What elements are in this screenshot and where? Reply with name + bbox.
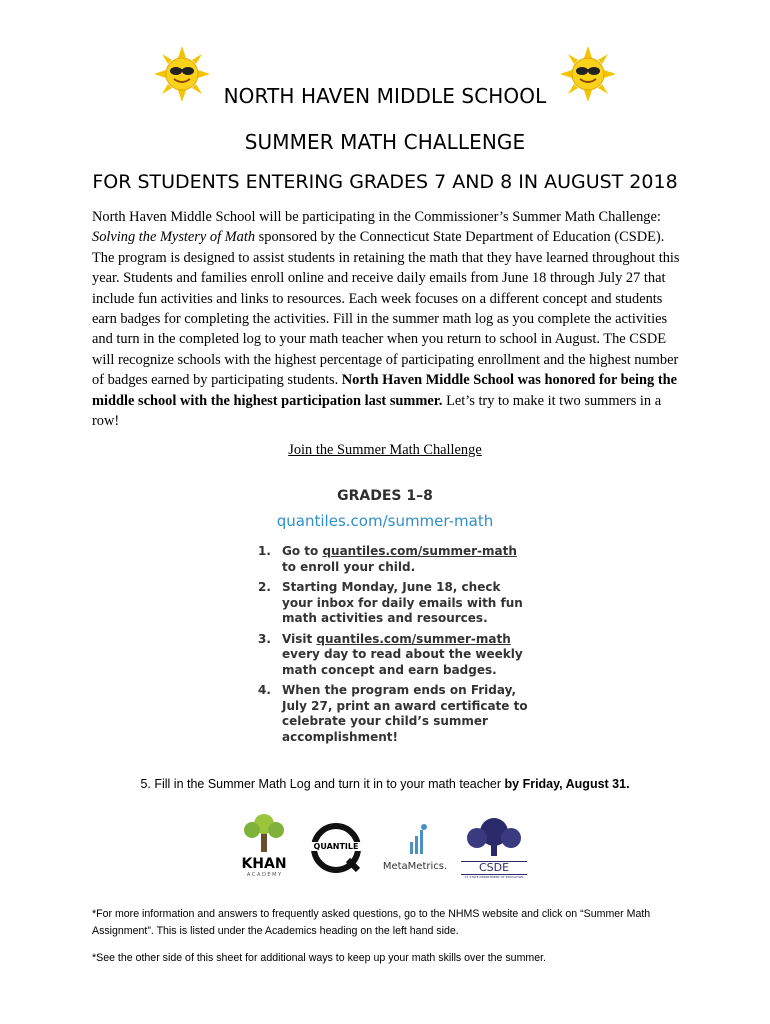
- step-link[interactable]: quantiles.com/summer-math: [316, 631, 511, 646]
- flyer-step: [258, 580, 528, 627]
- csde-wordmark: CSDE: [461, 861, 527, 875]
- step-number: 1.: [258, 544, 271, 558]
- step-text: Visit: [282, 631, 317, 646]
- flyer-steps: [258, 544, 528, 750]
- quantile-logo: [310, 822, 362, 874]
- join-challenge-link[interactable]: Join the Summer Math Challenge: [288, 442, 482, 458]
- program-name: Solving the Mystery of Math: [92, 229, 256, 246]
- metametrics-wordmark: MetaMetrics.: [382, 861, 448, 872]
- bar-graph-icon: [378, 822, 452, 856]
- flyer-step: [258, 544, 528, 575]
- intro-text-3: Let’s try to make it two summers in a row!: [92, 392, 662, 430]
- step-text: Go to: [282, 544, 323, 558]
- step-number: 2.: [258, 580, 271, 594]
- step-text: to enroll your child.: [282, 559, 416, 574]
- khan-academy-logo: [234, 812, 294, 878]
- intro-paragraph: [92, 207, 682, 431]
- step-text: Starting Monday, June 18, check your inbox for daily emails with fun math activities and resources.: [282, 580, 523, 625]
- csde-sub: CT STATE DEPARTMENT OF EDUCATION: [464, 875, 524, 879]
- step-five-deadline: by Friday, August 31.: [504, 777, 630, 791]
- step-number: 4.: [258, 683, 271, 697]
- metametrics-logo: [378, 822, 452, 872]
- step-five-instruction: [0, 777, 770, 791]
- subtitle-grades: FOR STUDENTS ENTERING GRADES 7 AND 8 IN AUGUST 2018: [92, 171, 678, 193]
- flyer-url[interactable]: quantiles.com/summer-math: [276, 512, 494, 530]
- footer-note-faq: *For more information and answers to frequently asked questions, go to the NHMS website and click on “Summer Math Assignment”. This is listed under the Academics heading on the left hand side.: [92, 908, 651, 937]
- flyer-step: [258, 683, 528, 745]
- tree-icon: [234, 812, 294, 852]
- quantile-wordmark: QUANTILE: [310, 842, 362, 851]
- step-text: When the program ends on Friday, July 27, print an award certificate to celebrate your child’s summer accomplishment!: [282, 683, 528, 744]
- intro-text-1: North Haven Middle School will be participating in the Commissioner’s Summer Math Challenge:: [92, 209, 661, 225]
- step-five-text: 5. Fill in the Summer Math Log and turn it in to your math teacher: [140, 777, 505, 791]
- khan-sub: A C A D E M Y: [246, 872, 282, 878]
- title-challenge: SUMMER MATH CHALLENGE: [244, 130, 526, 154]
- intro-text-2: sponsored by the Connecticut State Department of Education (CSDE). The program is designed to assist students in retaining the math that they have learned throughout this year. Students and families enroll online and receive daily emails from June 18 through July 27 that include fun activities and links to resources. Each week focuses on a different concept and students earn badges for completing the activities. Fill in the summer math log as you complete the activities and turn in the completed log to your math teacher when you return to school in August. The CSDE will recognize schools with the highest percentage of participating enrollment and the highest number of badges earned by participating students.: [92, 229, 680, 389]
- oak-tree-icon: [461, 816, 527, 856]
- step-text: every day to read about the weekly math concept and earn badges.: [282, 647, 523, 677]
- khan-wordmark: KHAN: [241, 856, 287, 872]
- flyer-grades-heading: GRADES 1–8: [337, 488, 433, 504]
- flyer-step: [258, 632, 528, 679]
- csde-logo: [461, 816, 527, 879]
- footer-note-other-side: *See the other side of this sheet for additional ways to keep up your math skills over the summer.: [92, 952, 546, 964]
- honor-statement: North Haven Middle School was honored for being the middle school with the highest participation last summer.: [92, 372, 678, 409]
- title-school: NORTH HAVEN MIDDLE SCHOOL: [223, 84, 547, 108]
- step-number: 3.: [258, 631, 271, 646]
- step-link[interactable]: quantiles.com/summer-math: [322, 544, 517, 558]
